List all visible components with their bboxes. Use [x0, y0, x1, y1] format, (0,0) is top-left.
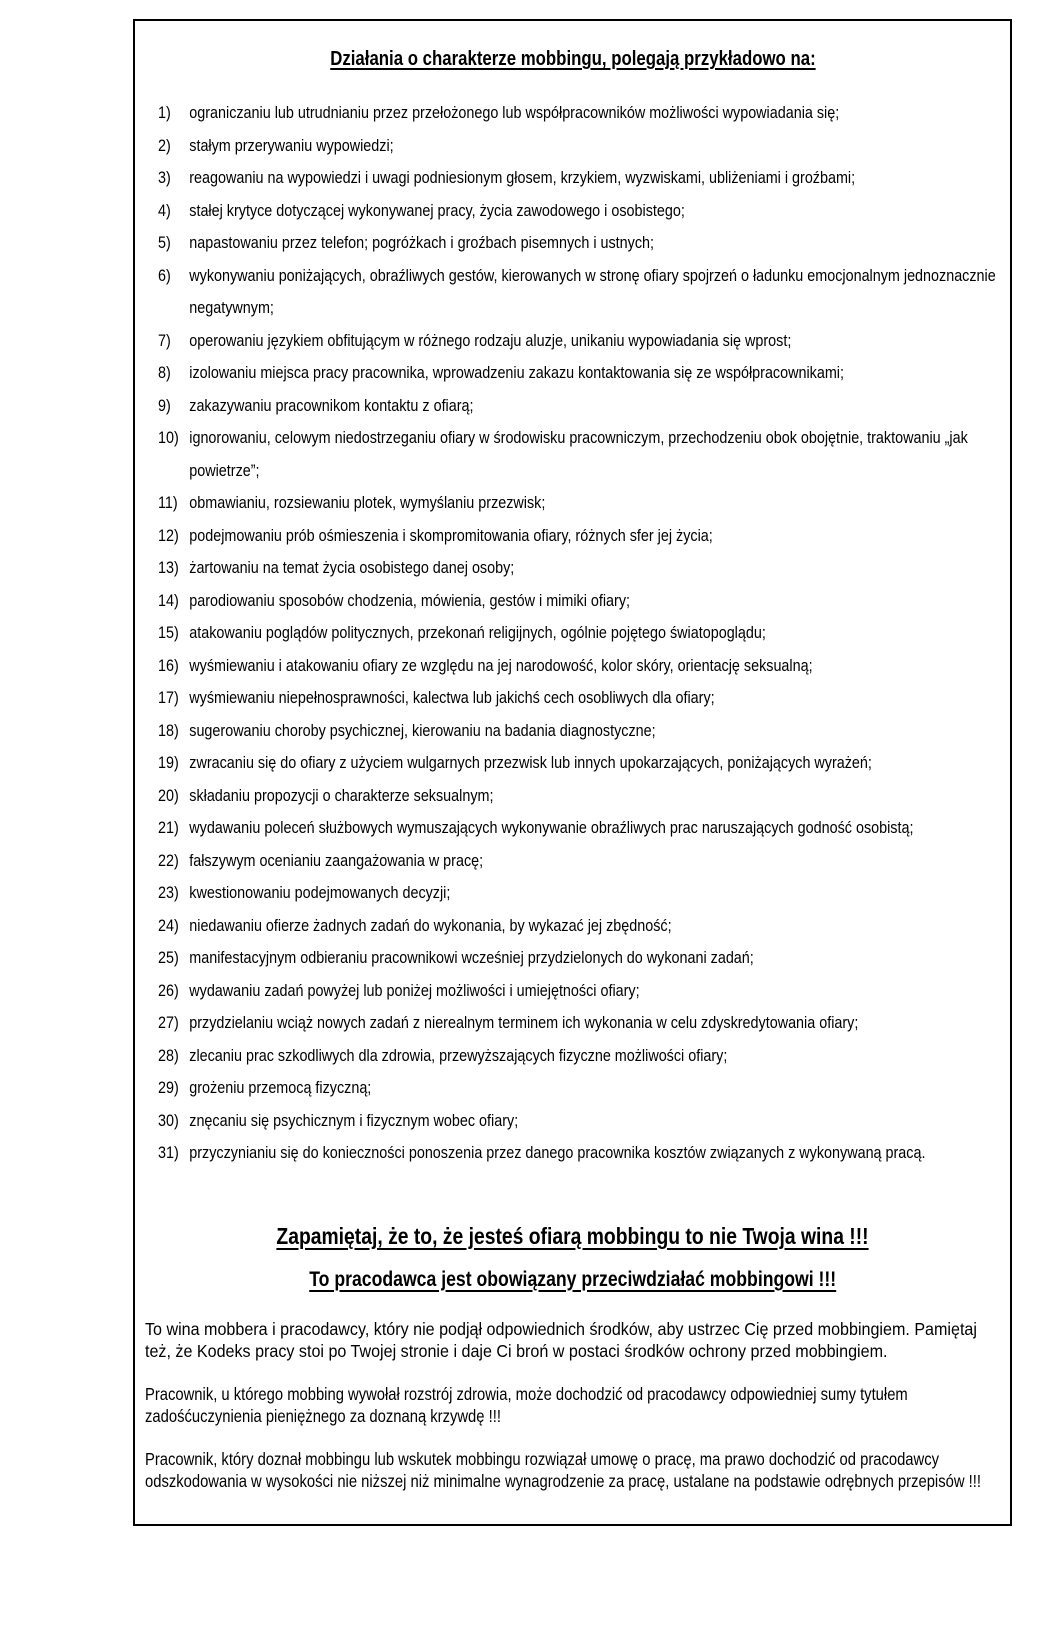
info-paragraph-compensation-health: Pracownik, u którego mobbing wywołał rozstrój zdrowia, może dochodzić od pracodawcy odpowiedniej sumy tytułem zadośćuczynienia pieniężnego za doznaną krzywdę !!! [145, 1383, 908, 1426]
list-item [158, 780, 1012, 813]
list-item [158, 390, 1012, 423]
list-item [158, 1040, 1012, 1073]
item-number: 27) [158, 1013, 179, 1032]
item-number: 11) [158, 493, 178, 512]
list-item [158, 1137, 1012, 1170]
list-item [158, 747, 1012, 780]
item-number: 13) [158, 558, 179, 577]
item-text: znęcaniu się psychicznym i fizycznym wobec ofiary; [189, 1110, 519, 1130]
item-text: wyśmiewaniu niepełnosprawności, kalectwa lub jakichś cech osobliwych dla ofiary; [189, 688, 715, 707]
item-number: 8) [158, 363, 171, 382]
list-item [158, 97, 1012, 130]
item-number: 15) [158, 623, 179, 642]
emphasis-row-2 [135, 1266, 1010, 1294]
item-number: 12) [158, 525, 179, 545]
item-text: atakowaniu poglądów politycznych, przekonań religijnych, ogólnie pojętego światopoglądu; [189, 623, 766, 642]
item-text: stałym przerywaniu wypowiedzi; [189, 135, 394, 155]
emphasis-line-2: To pracodawca jest obowiązany przeciwdziałać mobbingowi !!! [309, 1267, 836, 1291]
item-text: wyśmiewaniu i atakowaniu ofiary ze względu na jej narodowość, kolor skóry, orientację seksualną; [189, 655, 813, 675]
item-number: 4) [158, 200, 171, 220]
list-item [158, 715, 1012, 748]
list-item [158, 227, 1012, 260]
item-text: stałej krytyce dotyczącej wykonywanej pracy, życia zawodowego i osobistego; [189, 200, 685, 220]
list-item [158, 682, 1012, 715]
item-text: żartowaniu na temat życia osobistego danej osoby; [189, 558, 515, 577]
list-item [158, 162, 1012, 195]
list-item [158, 585, 1012, 618]
list-item [158, 942, 1012, 975]
item-text: grożeniu przemocą fizyczną; [189, 1078, 372, 1097]
list-item [158, 357, 1012, 390]
item-text: manifestacyjnym odbieraniu pracownikowi wcześniej przydzielonych do wykonani zadań; [189, 948, 754, 967]
item-text: przyczynianiu się do konieczności ponoszenia przez danego pracownika kosztów związanych z wykonywaną pracą. [189, 1143, 926, 1162]
item-text: składaniu propozycji o charakterze seksualnym; [189, 785, 494, 805]
list-item [158, 260, 1012, 325]
info-paragraph-compensation-contract: Pracownik, który doznał mobbingu lub wskutek mobbingu rozwiązał umowę o pracę, ma prawo dochodzić od pracodawcy odszkodowania w wysokości nie niższej niż minimalne wynagrodzenie za pracę, ustalane na podstawie odrębnych przepisów !!! [145, 1448, 981, 1491]
item-text: fałszywym ocenianiu zaangażowania w pracę; [189, 850, 484, 870]
list-item [158, 877, 1012, 910]
item-number: 17) [158, 688, 179, 707]
item-text: reagowaniu na wypowiedzi i uwagi podniesionym głosem, krzykiem, wyzwiskami, ubliżeniami i groźbami; [189, 168, 856, 187]
item-number: 26) [158, 980, 179, 1000]
item-text: operowaniu językiem obfitującym w różnego rodzaju aluzje, unikaniu wypowiadania się wprost; [189, 330, 792, 350]
mobbing-actions-list [158, 97, 1012, 1170]
info-paragraph-employer-fault: To wina mobbera i pracodawcy, który nie podjął odpowiednich środków, aby ustrzec Cię przed mobbingiem. Pamiętaj też, że Kodeks pracy stoi po Twojej stronie i daje Ci broń w postaci środków ochrony przed mobbingiem. [145, 1318, 977, 1361]
list-item [158, 552, 1012, 585]
item-number: 14) [158, 590, 179, 610]
list-item [158, 910, 1012, 943]
list-item [158, 325, 1012, 358]
item-text: podejmowaniu prób ośmieszenia i skompromitowania ofiary, różnych sfer jej życia; [189, 525, 713, 545]
item-text: przydzielaniu wciąż nowych zadań z nierealnym terminem ich wykonania w celu zdyskredytowania ofiary; [189, 1013, 859, 1032]
list-item [158, 845, 1012, 878]
item-number: 23) [158, 883, 179, 902]
item-text: sugerowaniu choroby psychicznej, kierowaniu na badania diagnostyczne; [189, 720, 656, 740]
item-number: 25) [158, 948, 179, 967]
item-text: niedawaniu ofierze żadnych zadań do wykonania, by wykazać jej zbędność; [189, 915, 672, 935]
item-text: ograniczaniu lub utrudnianiu przez przełożonego lub współpracowników możliwości wypowiadania się; [189, 103, 840, 122]
item-text: izolowaniu miejsca pracy pracownika, wprowadzeniu zakazu kontaktowania się ze współpracownikami; [189, 363, 844, 382]
item-text: wydawaniu zadań powyżej lub poniżej możliwości i umiejętności ofiary; [189, 980, 640, 1000]
item-number: 6) [158, 265, 171, 285]
item-number: 18) [158, 720, 179, 740]
item-text: obmawianiu, rozsiewaniu plotek, wymyślaniu przezwisk; [189, 493, 546, 512]
item-text: ignorowaniu, celowym niedostrzeganiu ofiary w środowisku pracowniczym, przechodzeniu obok obojętnie, traktowaniu „jak powietrze”; [189, 428, 968, 480]
item-number: 22) [158, 850, 179, 870]
list-item [158, 130, 1012, 163]
item-number: 19) [158, 753, 179, 772]
item-number: 5) [158, 233, 171, 252]
item-text: wydawaniu poleceń służbowych wymuszających wykonywanie obraźliwych prac naruszających godność osobistą; [189, 818, 914, 837]
item-number: 10) [158, 428, 179, 447]
closing-paragraphs [145, 1318, 1000, 1493]
list-item [158, 487, 1012, 520]
item-number: 20) [158, 785, 179, 805]
list-item [158, 650, 1012, 683]
list-item [158, 617, 1012, 650]
document-title-row [135, 47, 1010, 71]
item-number: 3) [158, 168, 171, 187]
item-number: 1) [158, 103, 171, 122]
document-border-frame [133, 19, 1012, 1526]
item-number: 31) [158, 1143, 179, 1162]
item-number: 30) [158, 1110, 179, 1130]
item-number: 9) [158, 395, 171, 415]
list-item [158, 1072, 1012, 1105]
emphasis-line-1: Zapamiętaj, że to, że jesteś ofiarą mobbingu to nie Twoja wina !!! [276, 1222, 869, 1249]
list-item [158, 812, 1012, 845]
list-item [158, 520, 1012, 553]
list-item [158, 1105, 1012, 1138]
emphasis-row-1 [135, 1220, 1010, 1252]
item-number: 7) [158, 330, 171, 350]
item-number: 16) [158, 655, 179, 675]
item-number: 28) [158, 1045, 179, 1065]
list-item [158, 195, 1012, 228]
list-item [158, 1007, 1012, 1040]
item-number: 29) [158, 1078, 179, 1097]
item-text: napastowaniu przez telefon; pogróżkach i groźbach pisemnych i ustnych; [189, 233, 655, 252]
item-text: zakazywaniu pracownikom kontaktu z ofiarą; [189, 395, 474, 415]
item-text: parodiowaniu sposobów chodzenia, mówienia, gestów i mimiki ofiary; [189, 590, 631, 610]
item-text: wykonywaniu poniżających, obraźliwych gestów, kierowanych w stronę ofiary spojrzeń o ładunku emocjonalnym jednoznacznie negatywnym; [189, 265, 996, 317]
item-text: zlecaniu prac szkodliwych dla zdrowia, przewyższających fizyczne możliwości ofiary; [189, 1045, 728, 1065]
item-number: 21) [158, 818, 179, 837]
item-number: 24) [158, 915, 179, 935]
item-text: zwracaniu się do ofiary z użyciem wulgarnych przezwisk lub innych upokarzających, poniżających wyrażeń; [189, 753, 872, 772]
document-title: Działania o charakterze mobbingu, polegają przykładowo na: [329, 48, 816, 70]
list-item [158, 422, 1012, 487]
item-number: 2) [158, 135, 171, 155]
item-text: kwestionowaniu podejmowanych decyzji; [189, 883, 451, 902]
list-item [158, 975, 1012, 1008]
